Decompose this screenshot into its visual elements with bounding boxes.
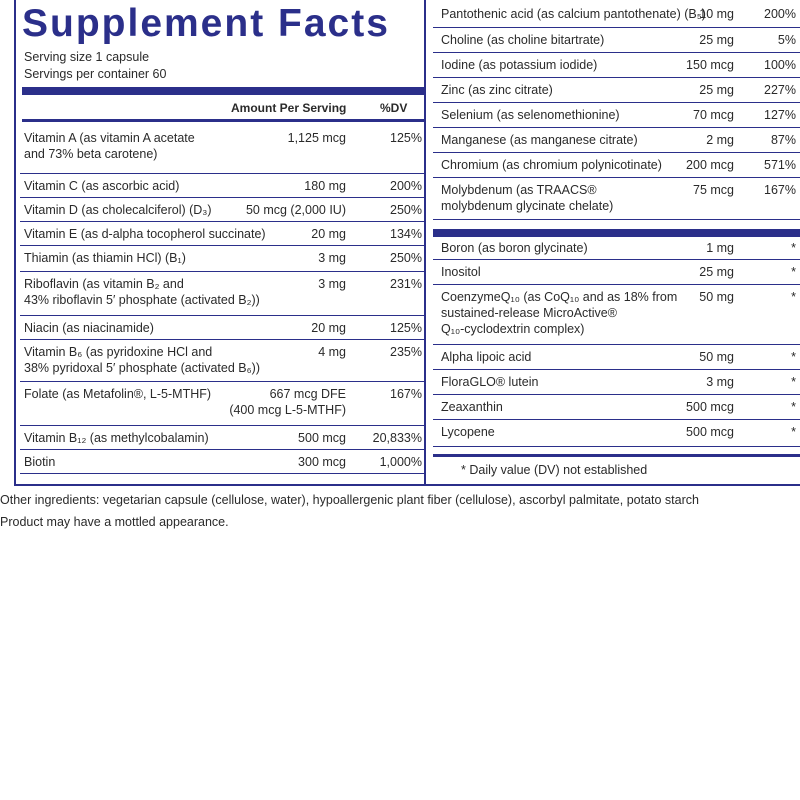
left-nutrient-row: [18, 426, 424, 450]
nutrient-name: Zinc (as zinc citrate): [441, 83, 553, 97]
nutrient-amount: 2 mg: [706, 133, 734, 147]
nutrient-amount: 50 mcg (2,000 IU): [245, 203, 346, 217]
nutrient-amount: 1,125 mcg: [287, 131, 346, 145]
column-divider: [424, 0, 426, 486]
nutrient-name: Riboflavin (as vitamin B₂ and 43% riboflavin 5′ phosphate (activated B₂)): [24, 277, 260, 307]
panel-left-border: [14, 0, 16, 486]
nutrient-name: Chromium (as chromium polynicotinate): [441, 158, 662, 172]
nutrient-amount: 3 mg: [318, 251, 346, 265]
nutrient-amount: 500 mcg: [298, 431, 346, 445]
right-nutrient-row: [431, 285, 800, 345]
dv-footnote: * Daily value (DV) not established: [461, 463, 648, 477]
nutrient-amount: 667 mcg DFE (400 mcg L-5-MTHF): [229, 387, 346, 417]
nutrient-dv: 87%: [770, 133, 796, 147]
header-thick-bar: [22, 87, 426, 95]
nutrient-name: Vitamin D (as cholecalciferol) (D₃): [24, 203, 212, 217]
nutrient-amount: 50 mg: [699, 290, 734, 304]
nutrient-dv: *: [791, 290, 796, 304]
left-nutrient-row: [18, 272, 424, 316]
nutrient-amount: 4 mg: [318, 345, 346, 359]
left-nutrient-row: [18, 198, 424, 222]
nutrient-dv: 127%: [764, 108, 796, 122]
nutrient-dv: *: [791, 400, 796, 414]
nutrient-name: Pantothenic acid (as calcium pantothenate) (B₅): [441, 7, 706, 21]
nutrient-amount: 20 mg: [311, 321, 346, 335]
nutrient-amount: 25 mg: [699, 33, 734, 47]
right-nutrient-row: [431, 128, 800, 153]
nutrient-name: Iodine (as potassium iodide): [441, 58, 598, 72]
nutrient-name: Molybdenum (as TRAACS® molybdenum glycinate chelate): [441, 183, 614, 213]
nutrient-dv: *: [791, 265, 796, 279]
panel-title: Supplement Facts: [22, 2, 390, 45]
nutrient-dv: *: [791, 425, 796, 439]
nutrient-name: Vitamin E (as d-alpha tocopherol succinate): [24, 227, 266, 241]
nutrient-name: Inositol: [441, 265, 481, 279]
nutrient-amount: 50 mg: [699, 350, 734, 364]
appearance-note: Product may have a mottled appearance.: [0, 515, 229, 529]
header-rule: [22, 119, 426, 122]
nutrient-dv: 5%: [777, 33, 796, 47]
nutrient-dv: 250%: [390, 203, 422, 217]
supplement-facts-panel: [14, 0, 796, 486]
left-column: [18, 0, 424, 486]
nutrient-amount: 3 mg: [318, 277, 346, 291]
nutrient-name: Biotin: [24, 455, 56, 469]
nutrient-dv: 227%: [764, 83, 796, 97]
nutrient-name: Thiamin (as thiamin HCl) (B₁): [24, 251, 186, 265]
right-nutrient-row: [431, 103, 800, 128]
nutrient-name: Alpha lipoic acid: [441, 350, 532, 364]
nutrient-dv: 100%: [764, 58, 796, 72]
nutrient-amount: 25 mg: [699, 83, 734, 97]
row-separator: [20, 473, 424, 474]
nutrient-dv: 250%: [390, 251, 422, 265]
other-ingredients: Other ingredients: vegetarian capsule (cellulose, water), hypoallergenic plant fiber (cellulose), ascorbyl palmitate, potato starch: [0, 493, 699, 507]
nutrient-dv: 167%: [764, 183, 796, 197]
nutrient-amount: 500 mcg: [686, 400, 734, 414]
left-nutrient-row: [18, 316, 424, 340]
right-column: [431, 0, 800, 486]
nutrient-name: Folate (as Metafolin®, L-5-MTHF): [24, 387, 212, 401]
right-nutrient-row: [431, 236, 800, 260]
nutrient-amount: 200 mcg: [686, 158, 734, 172]
nutrient-dv: 235%: [390, 345, 422, 359]
right-nutrient-row: [431, 178, 800, 220]
right-nutrient-row: [431, 420, 800, 447]
nutrient-name: Niacin (as niacinamide): [24, 321, 154, 335]
servings-per-container: Servings per container 60: [24, 67, 167, 81]
nutrient-dv: 20,833%: [372, 431, 422, 445]
left-nutrient-row: [18, 222, 424, 246]
amount-per-serving-header: Amount Per Serving: [231, 101, 347, 115]
nutrient-amount: 150 mcg: [686, 58, 734, 72]
nutrient-dv: 200%: [390, 179, 422, 193]
nutrient-name: Choline (as choline bitartrate): [441, 33, 605, 47]
left-nutrient-row: [18, 126, 424, 174]
right-nutrient-row: [431, 395, 800, 420]
nutrient-dv: 1,000%: [379, 455, 422, 469]
nutrient-dv: 125%: [390, 131, 422, 145]
nutrient-amount: 1 mg: [706, 241, 734, 255]
nutrient-name: Vitamin A (as vitamin A acetate and 73% beta carotene): [24, 131, 195, 161]
nutrient-name: FloraGLO® lutein: [441, 375, 539, 389]
nutrient-dv: *: [791, 241, 796, 255]
right-nutrient-row: [431, 370, 800, 395]
nutrient-dv: 231%: [390, 277, 422, 291]
nutrient-name: Selenium (as selenomethionine): [441, 108, 620, 122]
serving-size: Serving size 1 capsule: [24, 50, 150, 64]
dv-header: %DV: [380, 101, 408, 115]
nutrient-amount: 180 mg: [304, 179, 346, 193]
nutrient-name: Lycopene: [441, 425, 495, 439]
nutrient-amount: 75 mcg: [693, 183, 734, 197]
nutrient-dv: 134%: [390, 227, 422, 241]
right-nutrient-row: [431, 2, 800, 28]
row-separator: [433, 446, 800, 447]
nutrient-amount: 500 mcg: [686, 425, 734, 439]
nutrient-name: CoenzymeQ₁₀ (as CoQ₁₀ and as 18% from sustained-release MicroActive® Q₁₀-cyclodextrin complex): [441, 290, 678, 336]
left-nutrient-row: [18, 382, 424, 426]
nutrient-name: Zeaxanthin: [441, 400, 503, 414]
right-nutrient-row: [431, 260, 800, 285]
right-nutrient-row: [431, 153, 800, 178]
nutrient-amount: 70 mcg: [693, 108, 734, 122]
right-nutrient-row: [431, 78, 800, 103]
nutrient-dv: 125%: [390, 321, 422, 335]
nutrient-name: Vitamin C (as ascorbic acid): [24, 179, 180, 193]
right-nutrient-row: [431, 53, 800, 78]
footnote-rule: [433, 454, 800, 457]
nutrient-amount: 20 mg: [311, 227, 346, 241]
right-nutrient-row: [431, 345, 800, 370]
nutrient-dv: 200%: [764, 7, 796, 21]
nutrient-name: Vitamin B₆ (as pyridoxine HCl and 38% pyridoxal 5′ phosphate (activated B₆)): [24, 345, 260, 375]
nutrient-name: Manganese (as manganese citrate): [441, 133, 638, 147]
nutrient-dv: *: [791, 350, 796, 364]
nutrient-dv: *: [791, 375, 796, 389]
left-nutrient-row: [18, 246, 424, 272]
nutrient-amount: 25 mg: [699, 265, 734, 279]
nutrient-amount: 10 mg: [699, 7, 734, 21]
nutrient-amount: 3 mg: [706, 375, 734, 389]
left-nutrient-row: [18, 340, 424, 382]
left-nutrient-row: [18, 174, 424, 198]
left-nutrient-row: [18, 450, 424, 474]
nutrient-dv: 571%: [764, 158, 796, 172]
nutrient-name: Boron (as boron glycinate): [441, 241, 588, 255]
nutrient-name: Vitamin B₁₂ (as methylcobalamin): [24, 431, 209, 445]
nutrient-dv: 167%: [390, 387, 422, 401]
row-separator: [433, 219, 800, 220]
nutrient-amount: 300 mcg: [298, 455, 346, 469]
right-nutrient-row: [431, 28, 800, 53]
